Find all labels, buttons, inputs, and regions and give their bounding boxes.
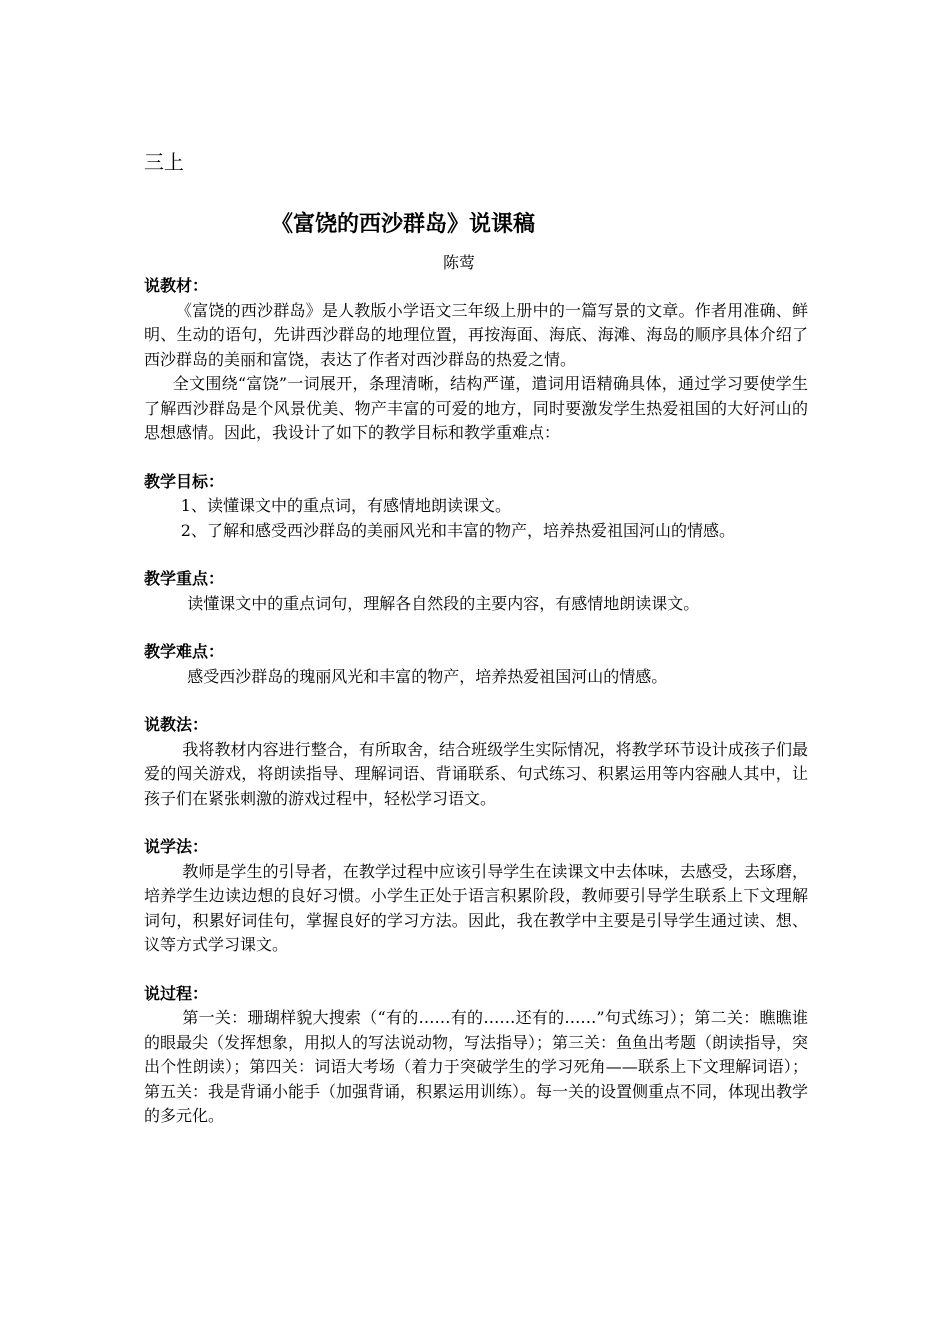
section-heading-xuefa: 说学法： — [144, 837, 209, 856]
paragraph-jiaofa: 我将教材内容进行整合，有所取舍，结合班级学生实际情况，将教学环节设计成孩子们最爱的闯关游戏，将朗读指导、理解词语、背诵联系、句式练习、积累运用等内容融人其中，让孩子们在紧张刺激的游戏过程中，轻松学习语文。 — [144, 739, 808, 808]
document-body — [144, 274, 808, 1129]
section-heading-guocheng: 说过程： — [144, 983, 209, 1003]
paragraph-jiaocai-2: 全文围绕“富饶”一词展开，条理清晰，结构严谨，遣词用语精确具体，通过学习要使学生了解西沙群岛是个风景优美、物产丰富的可爱的地方，同时要激发学生热爱祖国的大好河山的思想感情。因此，我设计了如下的教学目标和教学重难点： — [144, 374, 808, 442]
paragraph-jiaocai-1: 《富饶的西沙群岛》是人教版小学语文三年级上册中的一篇写景的文章。作者用准确、鲜明、生动的语句，先讲西沙群岛的地理位置，再按海面、海底、海滩、海岛的顺序具体介绍了西沙群岛的美丽和富饶，表达了作者对西沙群岛的热爱之情。 — [144, 300, 808, 369]
section-gap — [144, 446, 808, 470]
goal-item-2: 2、了解和感受西沙群岛的美丽风光和丰富的物产，培养热爱祖国河山的情感。 — [180, 520, 735, 540]
document-title: 《富饶的西沙群岛》说课稿 — [270, 211, 535, 237]
paragraph-zhongdian: 读懂课文中的重点词句，理解各自然段的主要内容，有感情地朗读课文。 — [187, 593, 700, 613]
section-gap — [144, 689, 808, 713]
section-heading-nandian: 教学难点： — [144, 642, 225, 661]
paragraph-nandian: 感受西沙群岛的瑰丽风光和丰富的物产，培养热爱祖国河山的情感。 — [187, 666, 668, 686]
section-heading-zhongdian: 教学重点： — [144, 569, 225, 588]
goal-item-1: 1、读懂课文中的重点词，有感情地朗读课文。 — [180, 496, 511, 515]
grade-label: 三上 — [144, 150, 184, 174]
section-gap — [144, 616, 808, 640]
section-gap — [144, 543, 808, 567]
section-heading-mubiao: 教学目标： — [144, 471, 225, 491]
section-heading-jiaocai: 说教材： — [144, 276, 209, 295]
paragraph-guocheng: 第一关：珊瑚样貌大搜索（“有的……有的……还有的……”句式练习）；第二关：瞧瞧谁的眼最尖（发挥想象，用拟人的写法说动物，写法指导）；第三关：鱼鱼出考题（朗读指导，突出个性朗读）；第四关：词语大考场（着力于突破学生的学习死角——联系上下文理解词语）；第五关：我是背诵小能手（加强背诵，积累运用训练）。每一关的设置侧重点不同，体现出教学的多元化。 — [144, 1008, 809, 1125]
paragraph-xuefa: 教师是学生的引导者，在教学过程中应该引导学生在读课文中去体味，去感受，去琢磨，培养学生边读边想的良好习惯。小学生正处于语言积累阶段，教师要引导学生联系上下文理解词句，积累好词佳句，掌握良好的学习方法。因此，我在教学中主要是引导学生通过读、想、议等方式学习课文。 — [144, 861, 808, 954]
author-name: 陈莺 — [442, 253, 475, 272]
section-gap — [144, 811, 808, 835]
section-heading-jiaofa: 说教法： — [144, 715, 209, 734]
section-gap — [144, 958, 808, 982]
